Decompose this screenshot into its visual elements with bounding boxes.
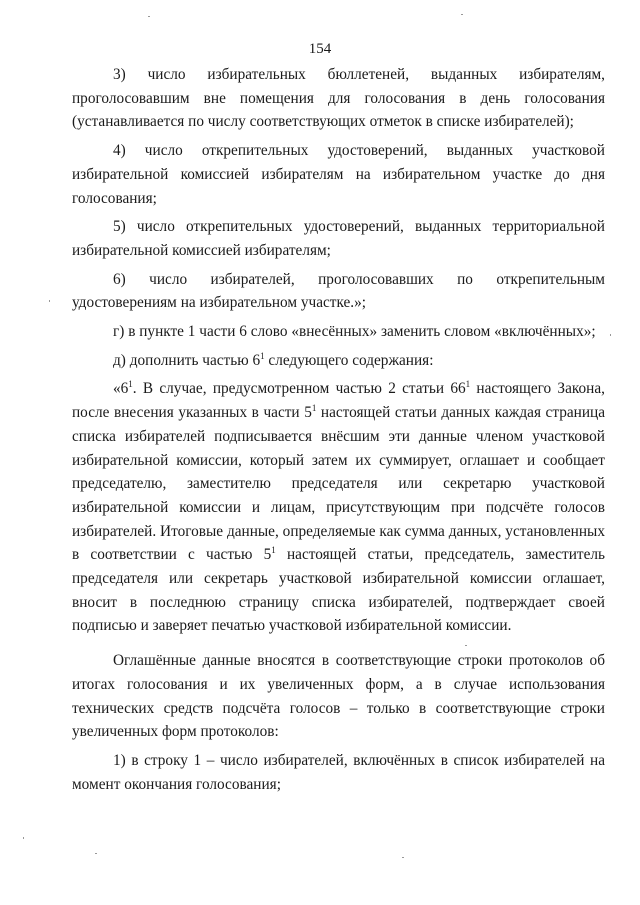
- paragraph-line-1: 1) в строку 1 – число избирателей, включённых в список избирателей на момент окончания голосования;: [72, 751, 605, 793]
- text-run: настоящего Закона, после внесения указанных в части 5: [72, 380, 605, 422]
- paragraph-part-6-1: [72, 377, 605, 638]
- scan-speck: [95, 853, 97, 854]
- superscript: 1: [271, 545, 276, 556]
- scan-speck: [610, 334, 611, 336]
- superscript: 1: [260, 350, 265, 361]
- scan-speck: [465, 645, 467, 646]
- paragraph-item-4: 4) число открепительных удостоверений, выданных участковой избирательной комиссией избирателям на избирательном участке до дня голосования;: [72, 142, 605, 207]
- paragraph-subpoint-g: г) в пункте 1 части 6 слово «внесённых» заменить словом «включённых»;: [113, 323, 596, 341]
- scan-speck: [23, 837, 24, 839]
- paragraph-item-6: 6) число избирателей, проголосовавших по открепительным удостоверениям на избирательном участке.»;: [72, 270, 605, 312]
- scan-speck: [148, 16, 150, 17]
- paragraph-announced-data: Оглашённые данные вносятся в соответствующие строки протоколов об итогах голосования и их увеличенных форм, а в случае использования технических средств подсчёта голосов – только в соответствующие строки увеличенных форм протоколов:: [72, 652, 605, 741]
- text-run: настоящей статьи данных каждая страница списка избирателей подписывается внёсшим эти данные членом участковой избирательной комиссии, который затем их суммирует, оглашает и сообщает председателю, заместителю председателя или секретарю участковой избирательной комиссии и лицам, присутствующим при подсчёте голосов избирателей. Итоговые данные, определяемые как сумма данных, установленных в соответствии с частью 5: [72, 404, 605, 564]
- text-run: . В случае, предусмотренном частью 2 статьи 66: [132, 380, 466, 398]
- text-run: следующего содержания:: [264, 351, 434, 369]
- scan-speck: [49, 300, 50, 302]
- scan-speck: [461, 14, 463, 15]
- superscript: 1: [128, 379, 133, 390]
- superscript: 1: [311, 403, 317, 414]
- text-run: д) дополнить частью 6: [113, 351, 261, 369]
- paragraph-subpoint-d: [72, 349, 605, 373]
- text-run: «6: [113, 380, 129, 398]
- text-run: настоящей статьи, председатель, заместитель председателя или секретарь участковой избирательной комиссии оглашает, вносит в последнюю страницу списка избирателей, подтверждает своей подписью и заверяет печатью участковой избирательной комиссии.: [72, 546, 605, 635]
- paragraph-item-3: 3) число избирательных бюллетеней, выданных избирателям, проголосовавшим вне помещения для голосования в день голосования (устанавливается по числу соответствующих отметок в списке избирателей);: [72, 66, 605, 131]
- scan-speck: [402, 857, 404, 858]
- document-body: [72, 63, 605, 801]
- superscript: 1: [465, 379, 471, 390]
- paragraph-item-5: 5) число открепительных удостоверений, выданных территориальной избирательной комиссией избирателям;: [72, 218, 605, 259]
- page-number: 154: [308, 41, 332, 57]
